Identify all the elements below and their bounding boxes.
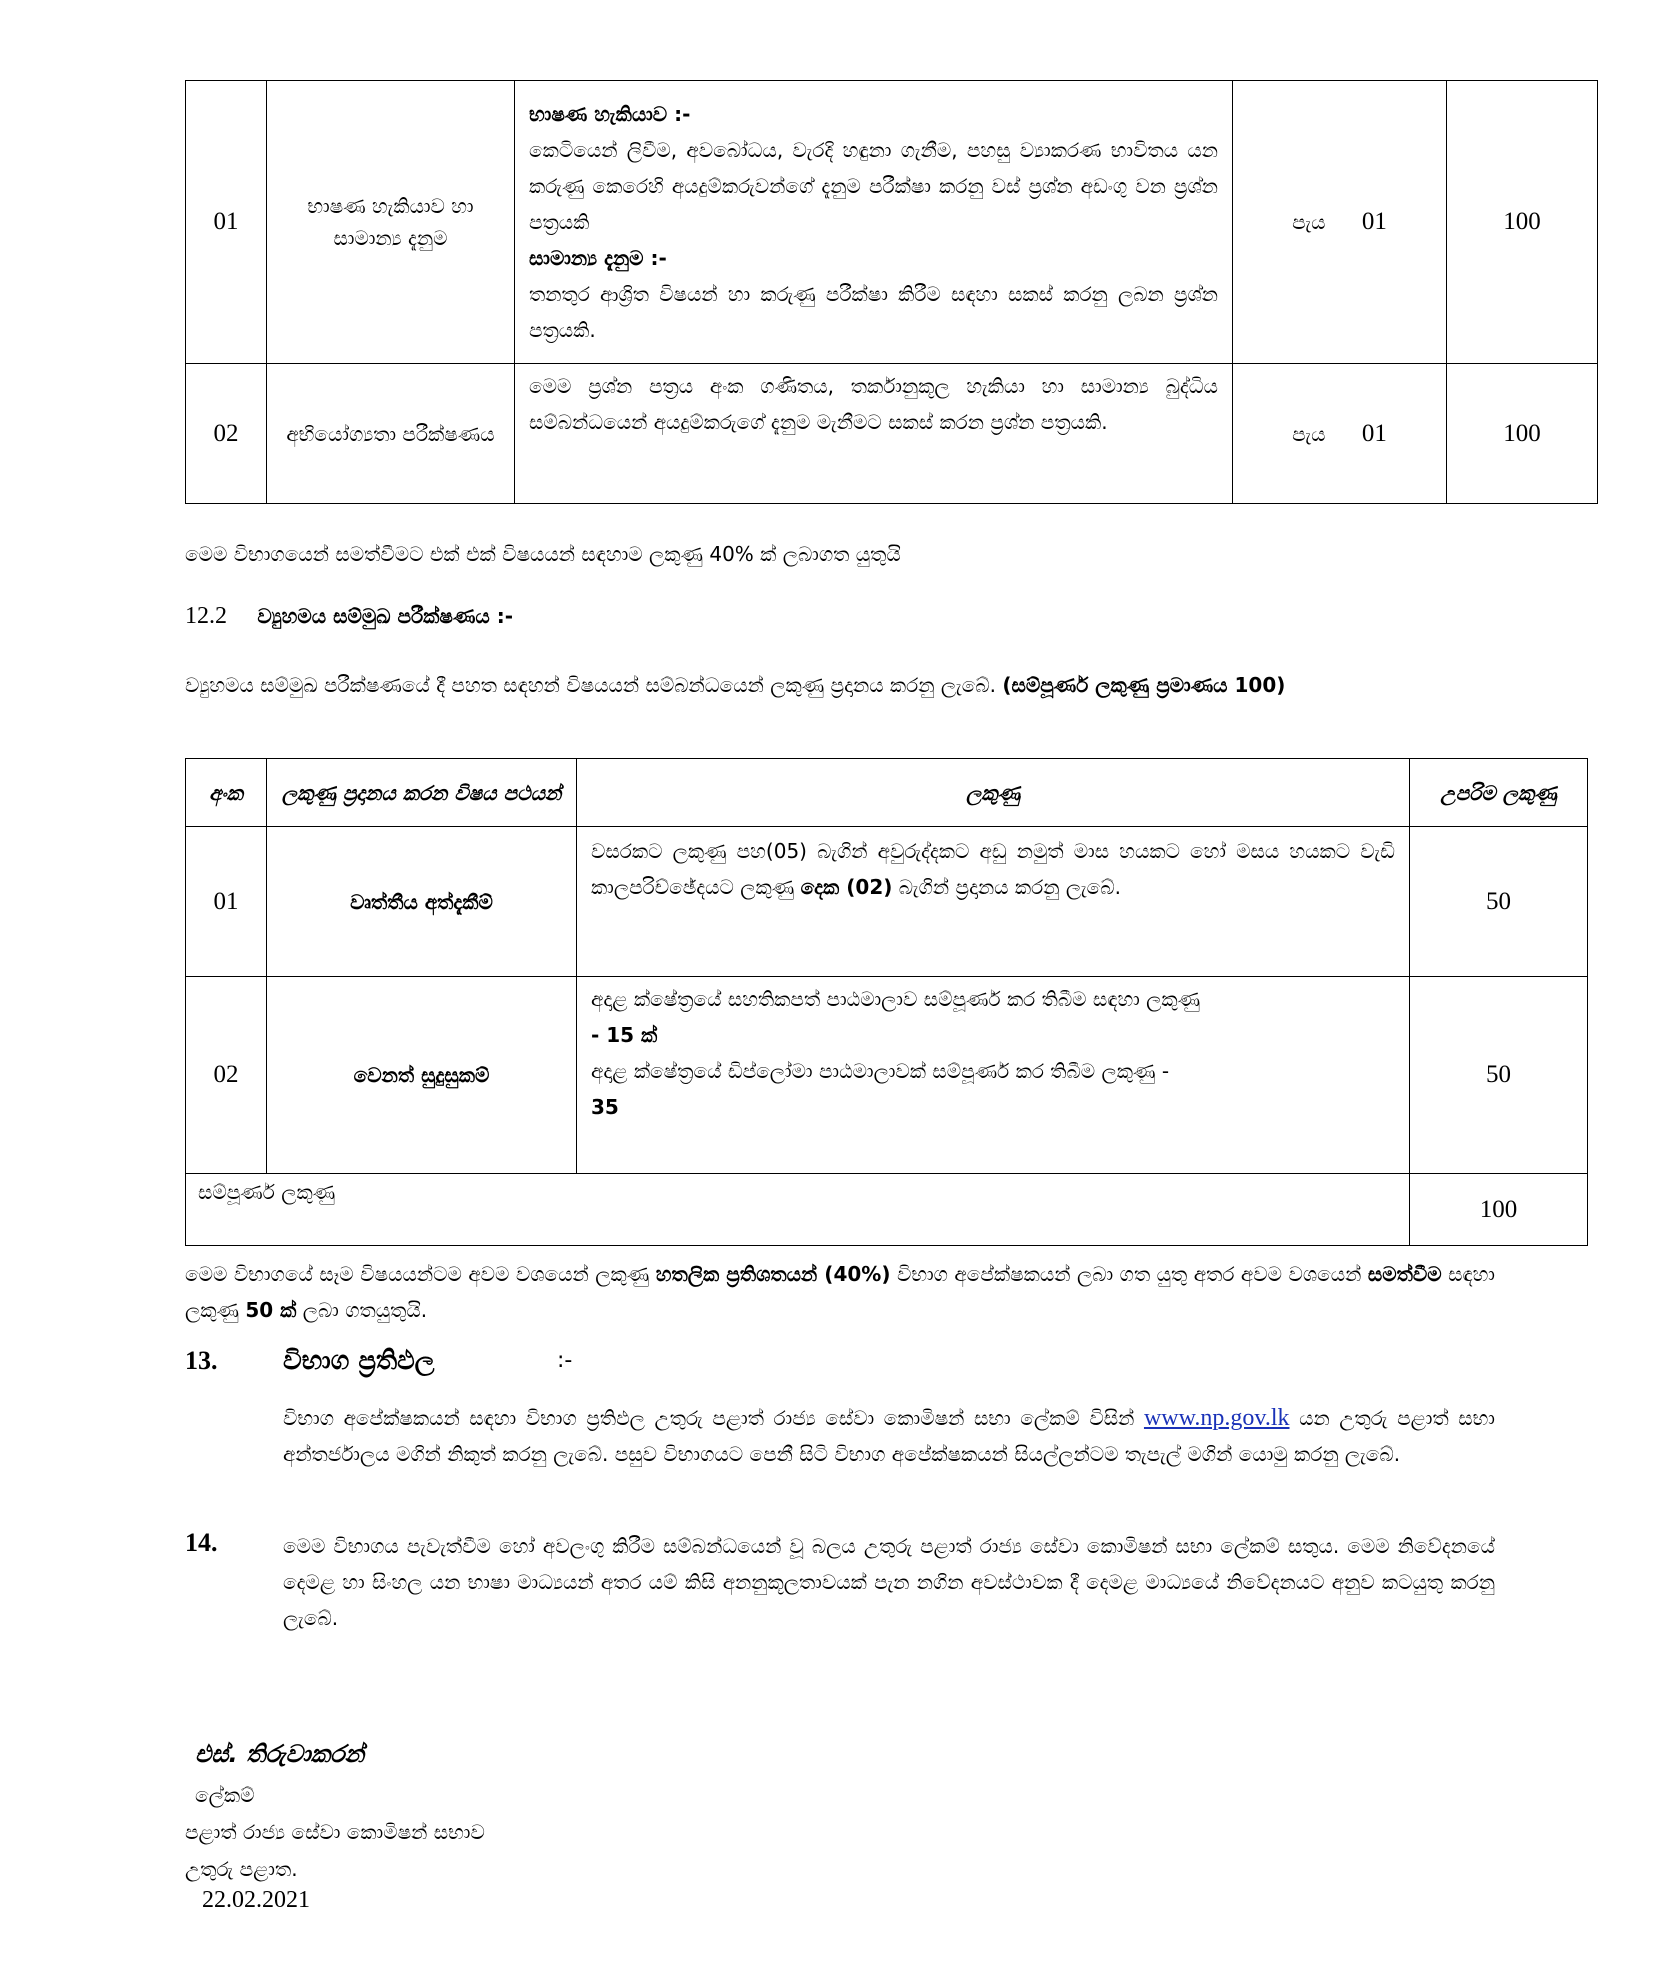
website-link[interactable]: www.np.gov.lk [1143, 1405, 1290, 1431]
pass-note-2 [185, 1256, 1495, 1328]
desc-line-1: අදාළ ක්ෂේත්‍රයේ සහතිකපත් පාඨමාලාව සම්පූර්ණ කර තිබීම සඳහා ලකුණු [591, 987, 1201, 1011]
table-total-row [186, 1174, 1588, 1246]
desc-heading: භාෂණ හැකියාව :- [529, 102, 691, 126]
signatory-title: ලේකම් [195, 1783, 255, 1807]
table-row [186, 81, 1598, 364]
interview-marks-table [185, 758, 1588, 1246]
subject-cell: වෘත්තීය අත්දැකීම් [267, 827, 577, 977]
duration-unit: පැය [1292, 210, 1326, 234]
subject-cell: වෙනත් සුදුසුකම් [267, 977, 577, 1174]
description-cell [577, 827, 1410, 977]
marks-cell: 100 [1447, 364, 1598, 504]
row-number: 02 [186, 364, 267, 504]
signatory-organization: පළාත් රාජ්‍ය සේවා කොමිෂන් සභාව [185, 1820, 485, 1844]
desc-line-1-value: - 15 ක් [591, 1023, 658, 1047]
marks-cell: 100 [1447, 81, 1598, 364]
desc-text: වසරකට ලකුණු පහ(05) බැගින් අවුරුද්දකට අඩු නමුත් මාස හයකට හෝ මසය හයකට වැඩි කාලපරිච්ඡේදයට ලකුණු [591, 839, 1395, 899]
note-bold: සමත්වීම [1367, 1262, 1442, 1286]
section-14-body: මෙම විභාගය පැවැත්වීම හෝ අවලංගු කිරීම සම්බන්ධයෙන් වූ බලය උතුරු පළාත් රාජ්‍ය සේවා කොමිෂන් සභා ලේකම් සතුය. මෙම නිවේදනයේ දෙමළ හා සිංහල යන භාෂා මාධ්‍යයන් අතර යම් කිසි අනනුකූලතාවයක් පැන නගින අවස්ථාවක දී දෙමළ මාධ්‍යයේ නිවේදනයට අනුව කටයුතු කරනු ලැබේ. [283, 1534, 1495, 1630]
intro-text: ව්‍යුහමය සම්මුඛ පරීක්ෂණයේ දී පහත සඳහන් විෂයයන් සම්බන්ධයෙන් ලකුණු ප්‍රදානය කරනු ලැබේ. [185, 673, 996, 697]
row-number: 01 [186, 81, 267, 364]
section-12-2-intro [185, 667, 1495, 703]
signatory-place: උතුරු පළාත. [185, 1857, 298, 1881]
note-bold: 50 ක් [245, 1298, 297, 1322]
section-12-2-heading [185, 603, 513, 630]
desc-text-end: බැගින් ප්‍රදානය කරනු ලැබේ. [892, 875, 1121, 899]
header-subject: ලකුණු ප්‍රදානය කරන විෂය පථයන් [267, 759, 577, 827]
note-text: මෙම විභාගයේ සෑම විෂයයන්ටම අවම වශයෙන් ලකුණු [185, 1262, 656, 1286]
desc-text: මෙම ප්‍රශ්න පත්‍රය අංක ගණිතය, තර්කානුකූල හැකියා හා සාමාන්‍ය බුද්ධිය සම්බන්ධයෙන් අයදුම්කරුගේ දැනුම මැනීමට සකස් කරන ප්‍රශ්න පත්‍රයකි. [529, 374, 1218, 434]
table-row [186, 364, 1598, 504]
subject-cell: අභියෝග්‍යතා පරීක්ෂණය [267, 364, 515, 504]
subject-cell: භාෂණ හැකියාව හා සාමාන්‍ය දැනුම [267, 81, 515, 364]
table-row [186, 977, 1588, 1174]
section-13-body [283, 1400, 1495, 1472]
section-14-number: 14. [185, 1528, 218, 1557]
header-number: අංක [186, 759, 267, 827]
desc-heading: සාමාන්‍ය දැනුම :- [529, 246, 667, 270]
marks-cell: 50 [1410, 977, 1588, 1174]
document-date: 22.02.2021 [202, 1887, 310, 1913]
desc-bold: දෙක (02) [800, 875, 893, 899]
note-text: විභාග අපේක්ෂකයන් ලබා ගත යුතු අතර අවම වශයෙන් [890, 1262, 1368, 1286]
description-cell [515, 364, 1233, 504]
desc-text: කෙටියෙන් ලිවීම, අවබෝධය, වැරදි හඳුනා ගැනීම, පහසු ව්‍යාකරණ භාවිතය යන කරුණු කෙරෙහි අයදුම්කරුවන්ගේ දැනුම පරීක්ෂා කරනු වස් ප්‍රශ්න අඩංගු වන ප්‍රශ්න පත්‍රයකි [529, 138, 1218, 234]
table-row [186, 827, 1588, 977]
total-label: සම්පූර්ණ ලකුණු [186, 1174, 1410, 1246]
description-cell [515, 81, 1233, 364]
section-number: 13. [185, 1346, 218, 1375]
total-value: 100 [1410, 1174, 1588, 1246]
note-text: ලබා ගතයුතුයි. [296, 1298, 428, 1322]
marks-cell: 50 [1410, 827, 1588, 977]
note-text: සඳහා ලකුණු [185, 1262, 1495, 1322]
section-title: ව්‍යුහමය සම්මුඛ පරීක්ෂණය :- [257, 604, 514, 628]
section-title: විභාග ප්‍රතිඵල [283, 1346, 435, 1376]
description-cell [577, 977, 1410, 1174]
desc-line-2-value: 35 [591, 1095, 619, 1119]
note-bold: හතලික ප්‍රතිශතයන් (40%) [655, 1262, 891, 1286]
section-suffix: :- [557, 1348, 573, 1373]
row-number: 02 [186, 977, 267, 1174]
section-13-heading [185, 1346, 785, 1386]
header-max-marks: උපරිම ලකුණු [1410, 759, 1588, 827]
header-marks: ලකුණු [577, 759, 1410, 827]
duration-value: 01 [1361, 208, 1387, 235]
body-text-end: යන උතුරු පළාත් සභා අන්තර්ජාලය මගින් නිකුත් කරනු ලැබේ. පසුව විභාගයට පෙනී සිටි විභාග අපේක්ෂකයන් සියල්ලන්ටම තැපැල් මගින් යොමු කරනු ලැබේ. [283, 1406, 1495, 1466]
signatory-name: එස්. තිරුවාකරන් [195, 1740, 365, 1768]
table-header-row [186, 759, 1588, 827]
body-text: විභාග අපේක්ෂකයන් සඳහා විභාග ප්‍රතිඵල උතුරු පළාත් රාජ්‍ය සේවා කොමිෂන් සභා ලේකම් විසින් [283, 1406, 1135, 1430]
duration-cell [1233, 81, 1447, 364]
row-number: 01 [186, 827, 267, 977]
exam-papers-table [185, 80, 1598, 504]
intro-bold: (සම්පූර්ණ ලකුණු ප්‍රමාණය 100) [1002, 673, 1286, 697]
duration-cell [1233, 364, 1447, 504]
pass-note-1: මෙම විභාගයෙන් සමත්වීමට එක් එක් විෂයයන් සඳහාම ලකුණු 40% ක් ලබාගත යුතුයි [185, 542, 901, 566]
desc-text: තනතුර ආශ්‍රිත විෂයන් හා කරුණු පරීක්ෂා කිරීම සඳහා සකස් කරනු ලබන ප්‍රශ්න පත්‍රයකි. [529, 282, 1218, 342]
section-number: 12.2 [185, 603, 227, 629]
duration-unit: පැය [1292, 421, 1326, 446]
duration-value: 01 [1361, 419, 1387, 447]
desc-line-2: අදාළ ක්ෂේත්‍රයේ ඩිප්ලෝමා පාඨමාලාවක් සම්පූර්ණ කර තිබීම ලකුණු - [591, 1059, 1170, 1083]
